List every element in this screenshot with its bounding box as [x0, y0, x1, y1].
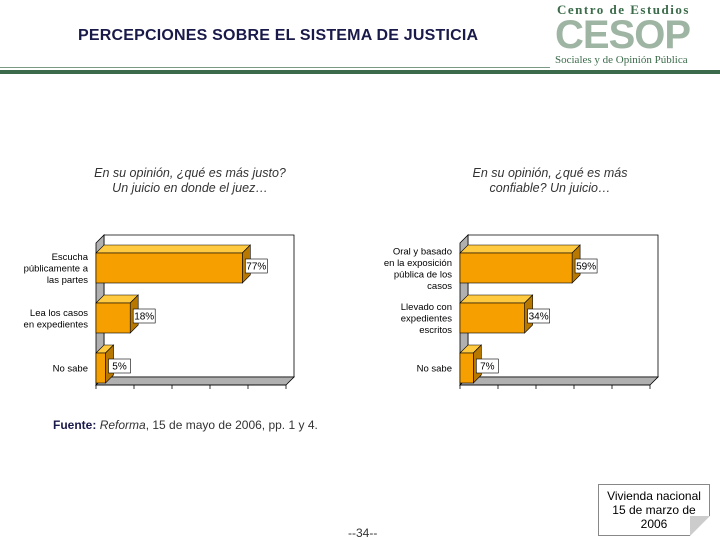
question-right-line2: confiable? Un juicio… — [489, 181, 611, 195]
bar — [96, 303, 130, 333]
category-label: Lea los casos — [29, 307, 88, 319]
chart-mas-confiable — [360, 225, 690, 400]
question-right — [420, 166, 680, 196]
data-label: 7% — [480, 361, 495, 373]
source-details: , 15 de mayo de 2006, pp. 1 y 4. — [145, 418, 318, 432]
page-title: PERCEPCIONES SOBRE EL SISTEMA DE JUSTICIA — [78, 27, 479, 44]
data-label: 59% — [576, 261, 597, 273]
stamp-line-3: 2006 — [640, 517, 668, 531]
cesop-logo — [553, 2, 718, 68]
source-label: Fuente: — [53, 418, 97, 432]
category-label: casos — [427, 280, 452, 292]
category-label: Llevado con — [400, 302, 452, 313]
source-note — [53, 418, 318, 432]
chart-mas-justo — [0, 225, 330, 400]
bar — [96, 353, 106, 383]
bar — [460, 303, 525, 333]
source-publication: Reforma — [99, 418, 146, 432]
data-label: 77% — [246, 261, 267, 273]
category-label: las partes — [46, 275, 88, 286]
bar-top-face — [96, 245, 250, 253]
category-label: expedientes — [400, 313, 452, 325]
bar-top-face — [460, 245, 580, 253]
category-label: No sabe — [52, 363, 88, 375]
logo-wordmark: CESOP — [555, 13, 691, 57]
logo-line-3: Sociales y de Opinión Pública — [555, 54, 688, 66]
category-label: Oral y basado — [392, 246, 452, 258]
bar-top-face — [460, 295, 533, 303]
data-label: 34% — [528, 311, 549, 323]
category-label: en expedientes — [23, 319, 88, 331]
chart-floor — [96, 377, 294, 385]
survey-date-box — [598, 484, 710, 536]
data-label: 5% — [112, 361, 127, 373]
question-left-line2: Un juicio en donde el juez… — [112, 181, 268, 195]
page-fold-corner — [690, 516, 710, 536]
question-right-line1: En su opinión, ¿qué es más — [472, 166, 628, 180]
stamp-line-2: 15 de marzo de — [612, 503, 696, 517]
header-rule — [0, 70, 720, 74]
bar — [460, 353, 473, 383]
stamp-line-1: Vivienda nacional — [607, 489, 701, 503]
category-label: públicamente a — [23, 263, 88, 275]
chart-floor — [460, 377, 658, 385]
bar — [96, 253, 242, 283]
header-thin-rule — [0, 67, 550, 68]
page-number: --34-- — [348, 526, 378, 540]
bar — [460, 253, 572, 283]
question-left-line1: En su opinión, ¿qué es más justo? — [94, 166, 286, 180]
category-label: escritos — [419, 325, 452, 336]
category-label: Escucha — [51, 252, 88, 263]
category-label: pública de los — [393, 269, 452, 281]
category-label: en la exposición — [383, 257, 452, 269]
logo-line-1: Centro de Estudios — [557, 2, 690, 17]
data-label: 18% — [134, 311, 155, 323]
question-left — [60, 166, 320, 196]
category-label: No sabe — [416, 363, 452, 375]
